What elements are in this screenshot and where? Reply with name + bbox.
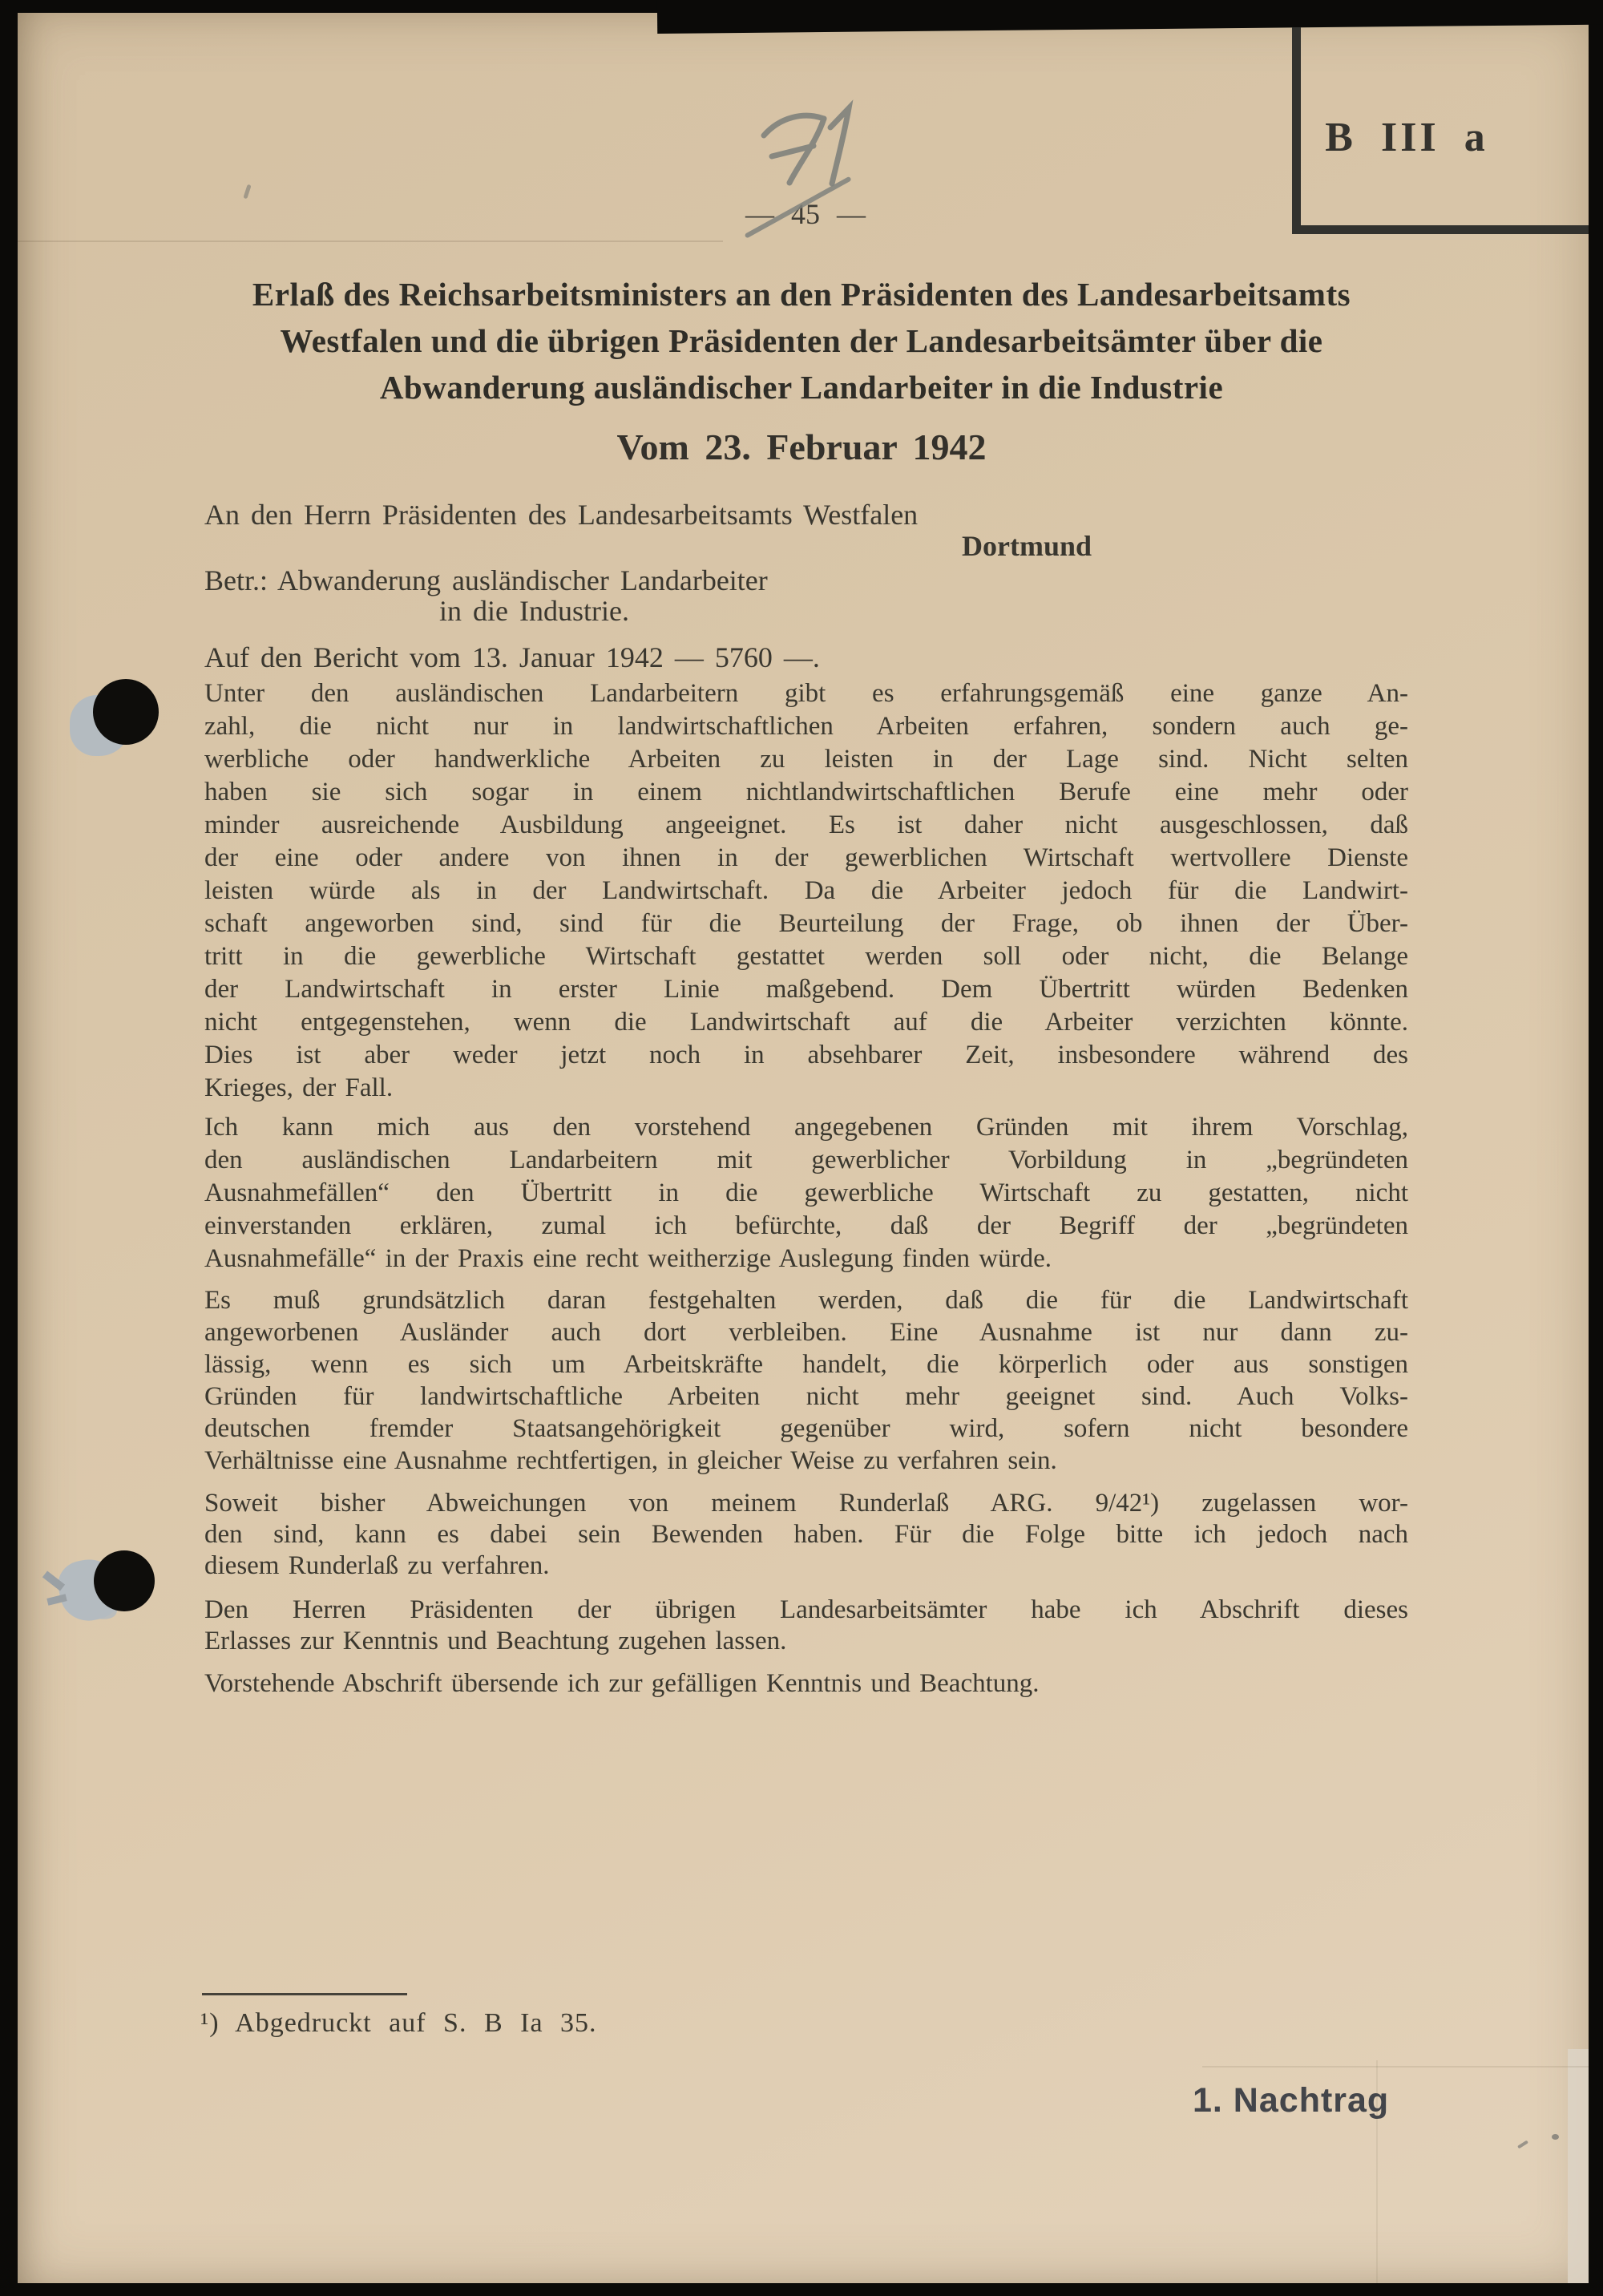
text-line: werbliche oder handwerkliche Arbeiten zu leisten in der Lage sind. Nicht selten <box>204 745 1408 774</box>
hole-punch-top <box>56 673 192 786</box>
pencil-speck <box>1552 2134 1559 2140</box>
hole-punch-bottom <box>36 1535 188 1647</box>
paragraph-6 <box>204 1668 1408 1700</box>
paragraph-1 <box>204 677 1408 1105</box>
punch-hole <box>94 1550 155 1611</box>
address-city: Dortmund <box>962 530 1092 562</box>
pencil-stroke-71 <box>764 108 849 184</box>
text-line: Dies ist aber weder jetzt noch in absehbarer Zeit, insbesondere während des <box>204 1041 1408 1069</box>
text-line: diesem Runderlaß zu verfahren. <box>204 1551 550 1580</box>
text-line: den sind, kann es dabei sein Bewenden haben. Für die Folge bitte ich jedoch nach <box>204 1520 1408 1549</box>
paper-crease-horizontal-top <box>18 241 723 242</box>
text-line: Ausnahmefälle“ in der Praxis eine recht weitherzige Auslegung finden würde. <box>204 1244 1052 1273</box>
text-line: angeworbenen Ausländer auch dort verbleiben. Eine Ausnahme ist nur dann zu- <box>204 1318 1408 1347</box>
text-line: zahl, die nicht nur in landwirtschaftlichen Arbeiten erfahren, sondern auch ge- <box>204 712 1408 741</box>
text-line: Soweit bisher Abweichungen von meinem Runderlaß ARG. 9/42¹) zugelassen wor- <box>204 1489 1408 1518</box>
text-line: tritt in die gewerbliche Wirtschaft gestattet werden soll oder nicht, die Belange <box>204 942 1408 971</box>
paper-edge-sliver-right <box>1568 2049 1589 2283</box>
paragraph-2 <box>204 1111 1408 1275</box>
text-line: Verhältnisse eine Ausnahme rechtfertigen, in gleicher Weise zu verfahren sein. <box>204 1446 1057 1475</box>
title-line: Abwanderung ausländischer Landarbeiter in die Industrie <box>379 369 1224 406</box>
text-line: deutschen fremder Staatsangehörigkeit gegenüber wird, sofern nicht besondere <box>204 1414 1408 1443</box>
text-line: Unter den ausländischen Landarbeitern gibt es erfahrungsgemäß eine ganze An- <box>204 679 1408 708</box>
footnote: ¹) Abgedruckt auf S. B Ia 35. <box>200 2008 597 2038</box>
classification-label: B III a <box>1325 115 1488 160</box>
reference-line: Auf den Bericht vom 13. Januar 1942 — 5760 —. <box>204 641 820 673</box>
text-line: lässig, wenn es sich um Arbeitskräfte handelt, die körperlich oder aus sonstigen <box>204 1350 1408 1379</box>
text-line: der Landwirtschaft in erster Linie maßgebend. Dem Übertritt würden Bedenken <box>204 975 1408 1004</box>
text-line: Den Herren Präsidenten der übrigen Landesarbeitsämter habe ich Abschrift dieses <box>204 1595 1408 1624</box>
text-line: Gründen für landwirtschaftliche Arbeiten nicht mehr geeignet sind. Auch Volks- <box>204 1382 1408 1411</box>
paragraph-4 <box>204 1488 1408 1582</box>
text-line: den ausländischen Landarbeitern mit gewerblicher Vorbildung in „begründeten <box>204 1146 1408 1174</box>
address-to: An den Herrn Präsidenten des Landesarbeitsamts Westfalen <box>204 499 919 531</box>
handwritten-page-number-annotation <box>749 92 866 200</box>
printed-page-number: — 45 — <box>745 198 866 230</box>
footnote-separator <box>202 1993 407 1995</box>
text-line: haben sie sich sogar in einem nichtlandwirtschaftlichen Berufe eine mehr oder <box>204 778 1408 806</box>
punch-hole <box>93 679 159 745</box>
document-date-line: Vom 23. Februar 1942 <box>616 426 987 467</box>
text-line: Ich kann mich aus den vorstehend angegebenen Gründen mit ihrem Vorschlag, <box>204 1113 1408 1142</box>
text-line: Krieges, der Fall. <box>204 1073 394 1102</box>
text-line: schaft angeworben sind, sind für die Beurteilung der Frage, ob ihnen der Über- <box>204 909 1408 938</box>
text-line: Vorstehende Abschrift übersende ich zur gefälligen Kenntnis und Beachtung. <box>204 1669 1040 1698</box>
classification-box-border-bottom <box>1292 225 1589 234</box>
text-line: Ausnahmefällen“ den Übertritt in die gewerbliche Wirtschaft zu gestatten, nicht <box>204 1178 1408 1207</box>
text-line: nicht entgegenstehen, wenn die Landwirtschaft auf die Arbeiter verzichten könnte. <box>204 1008 1408 1037</box>
text-line: Erlasses zur Kenntnis und Beachtung zugehen lassen. <box>204 1627 787 1655</box>
text-line: minder ausreichende Ausbildung angeeignet. Es ist daher nicht ausgeschlossen, daß <box>204 810 1408 839</box>
text-line: leisten würde als in der Landwirtschaft. Da die Arbeiter jedoch für die Landwirt- <box>204 876 1408 905</box>
paper-crease-horizontal-bottom-right <box>1202 2066 1589 2068</box>
title-line: Erlaß des Reichsarbeitsministers an den Präsidenten des Landesarbeitsamts <box>252 276 1351 313</box>
title-line: Westfalen und die übrigen Präsidenten der Landesarbeitsämter über die <box>280 322 1323 359</box>
subject-line: Betr.: Abwanderung ausländischer Landarbeiter <box>204 564 768 596</box>
text-line: einverstanden erklären, zumal ich befürchte, daß der Begriff der „begründeten <box>204 1211 1408 1240</box>
paragraph-3 <box>204 1284 1408 1477</box>
document-title <box>188 271 1415 410</box>
paragraph-5 <box>204 1595 1408 1657</box>
supplement-label: 1. Nachtrag <box>1193 2081 1390 2120</box>
text-line: der eine oder andere von ihnen in der gewerblichen Wirtschaft wertvollere Dienste <box>204 843 1408 872</box>
text-line: Es muß grundsätzlich daran festgehalten werden, daß die für die Landwirtschaft <box>204 1286 1408 1315</box>
subject-line-continuation: in die Industrie. <box>439 595 629 627</box>
